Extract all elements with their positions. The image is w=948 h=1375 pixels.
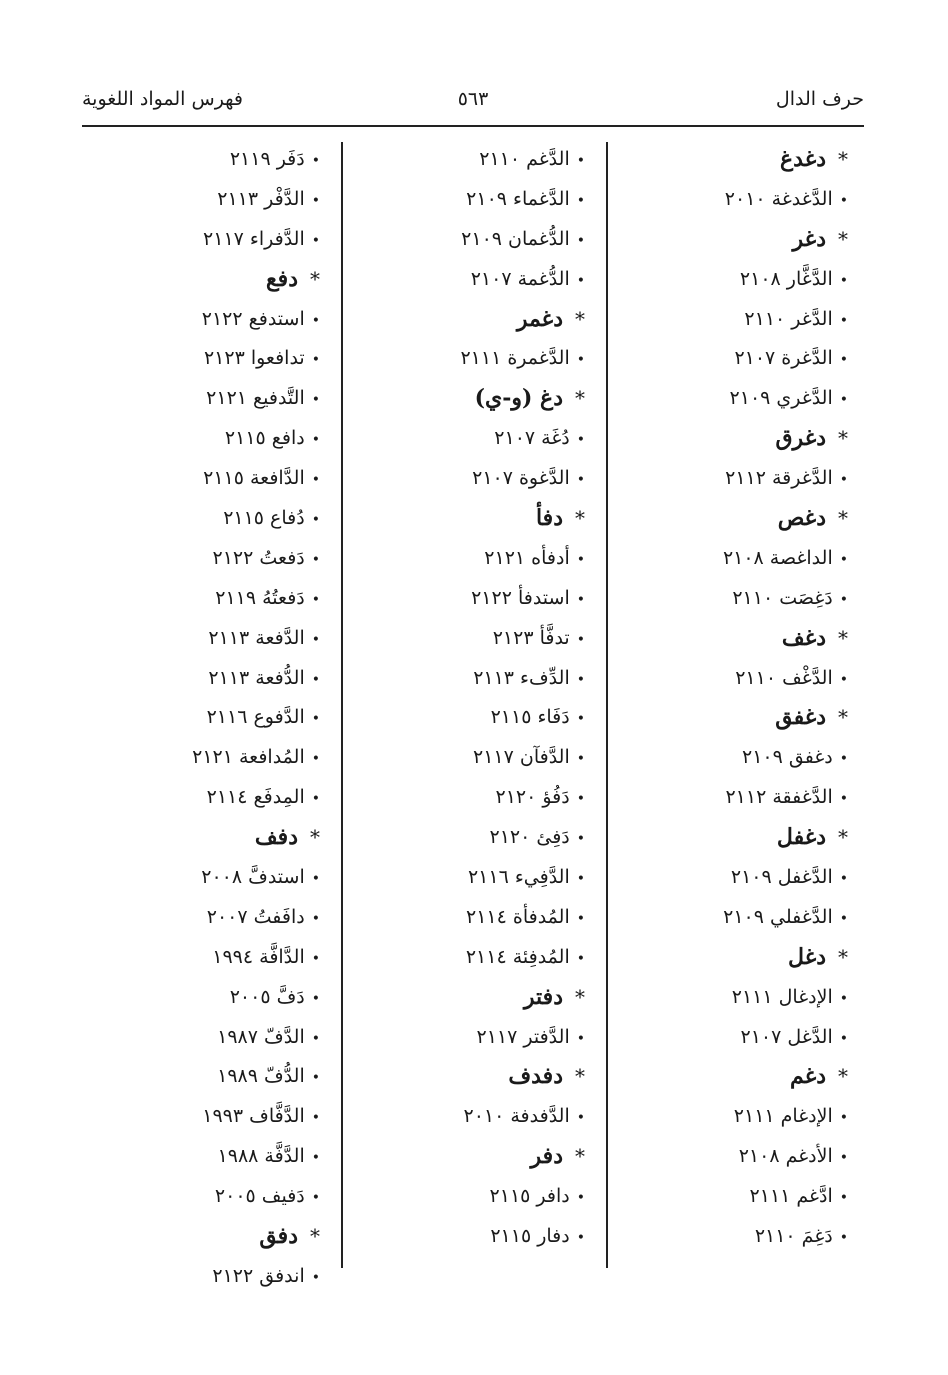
- index-column-middle: [460, 140, 585, 1257]
- index-entry: [723, 339, 848, 379]
- root-heading: [192, 1217, 320, 1257]
- bullet-icon: •: [311, 153, 320, 169]
- bullet-icon: •: [839, 272, 848, 289]
- asterisk-icon: *: [575, 1064, 585, 1089]
- bullet-icon: •: [839, 192, 848, 209]
- root-text: دغف: [781, 624, 826, 651]
- index-entry: [192, 738, 320, 778]
- root-text: دفدف: [508, 1063, 563, 1090]
- page-header: [82, 88, 864, 122]
- root-heading: [723, 619, 848, 659]
- entry-text: ادَّغم ٢١١١: [749, 1185, 833, 1208]
- bullet-icon: •: [576, 272, 585, 289]
- root-text: دغ (و-ي): [474, 385, 563, 412]
- index-entry: [192, 459, 320, 499]
- index-entry: [460, 938, 585, 978]
- asterisk-icon: *: [575, 1144, 585, 1169]
- bullet-icon: •: [839, 791, 848, 808]
- index-entry: [460, 1217, 585, 1257]
- entry-text: دافع ٢١١٥: [224, 427, 305, 450]
- entry-text: الدَّغري ٢١٠٩: [729, 387, 833, 410]
- root-heading: [460, 1137, 585, 1177]
- entry-text: دافَفتُ ٢٠٠٧: [206, 905, 305, 928]
- running-head-chapter: حرف الدال: [775, 88, 864, 110]
- bullet-icon: •: [576, 352, 585, 369]
- asterisk-icon: *: [838, 426, 848, 451]
- bullet-icon: •: [839, 671, 848, 688]
- entry-text: الأدغم ٢١٠٨: [738, 1145, 833, 1168]
- bullet-icon: •: [839, 352, 848, 369]
- index-entry: [460, 738, 585, 778]
- bullet-icon: •: [576, 631, 585, 648]
- bullet-icon: •: [311, 950, 320, 967]
- root-heading: [460, 499, 585, 539]
- index-entry: [460, 1097, 585, 1137]
- entry-text: الدَّغماء ٢١٠٩: [466, 187, 570, 210]
- column-divider-right: [606, 142, 608, 1268]
- asterisk-icon: *: [838, 1064, 848, 1089]
- bullet-icon: •: [576, 831, 585, 848]
- index-entry: [723, 539, 848, 579]
- bullet-icon: •: [311, 432, 320, 449]
- bullet-icon: •: [311, 1269, 320, 1286]
- entry-text: الدِّفء ٢١١٣: [473, 666, 570, 689]
- asterisk-icon: *: [310, 825, 320, 850]
- index-entry: [460, 698, 585, 738]
- index-entry: [723, 180, 848, 220]
- index-entry: [192, 300, 320, 340]
- bullet-icon: •: [576, 950, 585, 967]
- index-entry: [460, 419, 585, 459]
- bullet-icon: •: [311, 312, 320, 329]
- index-entry: [460, 459, 585, 499]
- entry-text: دَغِصَت ٢١١٠: [732, 586, 833, 609]
- bullet-icon: •: [839, 312, 848, 329]
- entry-text: التَّدفيع ٢١٢١: [206, 387, 305, 410]
- entry-text: الدَّفتر ٢١١٧: [476, 1025, 570, 1048]
- bullet-icon: •: [311, 352, 320, 369]
- root-heading: [723, 1057, 848, 1097]
- bullet-icon: •: [839, 1110, 848, 1127]
- header-rule: [82, 125, 864, 127]
- entry-text: الدَّغرقة ٢١١٢: [725, 467, 833, 490]
- entry-text: الدَّغفقة ٢١١٢: [725, 786, 833, 809]
- root-text: دفع: [265, 265, 298, 292]
- index-entry: [460, 858, 585, 898]
- root-text: دغمر: [516, 305, 563, 332]
- index-entry: [460, 220, 585, 260]
- asterisk-icon: *: [838, 705, 848, 730]
- index-entry: [723, 459, 848, 499]
- asterisk-icon: *: [310, 266, 320, 291]
- entry-text: الدَّافَّة ١٩٩٤: [212, 945, 305, 968]
- index-entry: [192, 499, 320, 539]
- bullet-icon: •: [839, 551, 848, 568]
- entry-text: المِدفَع ٢١١٤: [206, 786, 305, 809]
- root-text: دغص: [777, 505, 826, 532]
- entry-text: الدَّفعة ٢١١٣: [208, 626, 305, 649]
- bullet-icon: •: [311, 472, 320, 489]
- entry-text: الدَّفّ ١٩٨٧: [217, 1025, 305, 1048]
- index-entry: [192, 858, 320, 898]
- entry-text: دَفعتُ ٢١٢٢: [212, 546, 305, 569]
- asterisk-icon: *: [838, 506, 848, 531]
- index-entry: [192, 978, 320, 1018]
- root-heading: [723, 818, 848, 858]
- entry-text: الدَّغرة ٢١٠٧: [734, 347, 833, 370]
- entry-text: دَفَاء ٢١١٥: [490, 706, 570, 729]
- entry-text: الدَّغفل ٢١٠٩: [730, 866, 833, 889]
- root-heading: [723, 140, 848, 180]
- root-text: دفف: [254, 824, 298, 851]
- entry-text: الدَّغفلي ٢١٠٩: [723, 905, 833, 928]
- asterisk-icon: *: [838, 147, 848, 171]
- running-head-title: فهرس المواد اللغوية: [82, 88, 244, 110]
- bullet-icon: •: [576, 432, 585, 449]
- bullet-icon: •: [576, 1030, 585, 1047]
- bullet-icon: •: [839, 392, 848, 409]
- entry-text: دَفِئ ٢١٢٠: [489, 826, 570, 849]
- root-text: دفق: [259, 1223, 298, 1250]
- index-entry: [460, 778, 585, 818]
- entry-text: الدُّفّ ١٩٨٩: [217, 1065, 305, 1088]
- root-heading: [460, 978, 585, 1018]
- bullet-icon: •: [311, 232, 320, 249]
- index-entry: [723, 1217, 848, 1257]
- bullet-icon: •: [311, 871, 320, 888]
- entry-text: الدَّغَّار ٢١٠٨: [739, 267, 833, 290]
- root-heading: [723, 698, 848, 738]
- index-entry: [192, 619, 320, 659]
- entry-text: دغفق ٢١٠٩: [742, 746, 833, 769]
- index-entry: [192, 220, 320, 260]
- index-entry: [460, 659, 585, 699]
- index-entry: [192, 379, 320, 419]
- root-text: دغفق: [775, 704, 826, 731]
- bullet-icon: •: [839, 871, 848, 888]
- bullet-icon: •: [839, 1030, 848, 1047]
- index-entry: [460, 339, 585, 379]
- bullet-icon: •: [839, 1150, 848, 1167]
- index-entry: [723, 778, 848, 818]
- bullet-icon: •: [839, 990, 848, 1007]
- root-heading: [460, 1057, 585, 1097]
- root-heading: [460, 379, 585, 419]
- index-entry: [460, 579, 585, 619]
- index-column-left: [192, 140, 320, 1297]
- entry-text: دُغَة ٢١٠٧: [494, 427, 570, 450]
- asterisk-icon: *: [838, 944, 848, 969]
- bullet-icon: •: [576, 192, 585, 209]
- bullet-icon: •: [311, 512, 320, 529]
- index-entry: [723, 978, 848, 1018]
- bullet-icon: •: [839, 751, 848, 768]
- entry-text: دافر ٢١١٥: [489, 1185, 570, 1208]
- index-entry: [192, 1257, 320, 1297]
- bullet-icon: •: [311, 591, 320, 608]
- bullet-icon: •: [311, 1070, 320, 1087]
- index-entry: [460, 180, 585, 220]
- bullet-icon: •: [311, 910, 320, 927]
- entry-text: الداغصة ٢١٠٨: [722, 546, 833, 569]
- entry-text: الدَّفْر ٢١١٣: [217, 187, 305, 210]
- entry-text: دَفيف ٢٠٠٥: [214, 1185, 305, 1208]
- root-heading: [192, 260, 320, 300]
- entry-text: الإدغال ٢١١١: [731, 985, 833, 1008]
- index-entry: [723, 898, 848, 938]
- bullet-icon: •: [576, 871, 585, 888]
- entry-text: استدفع ٢١٢٢: [201, 307, 305, 330]
- index-entry: [723, 738, 848, 778]
- entry-text: الدَّغمرة ٢١١١: [460, 347, 570, 370]
- bullet-icon: •: [576, 751, 585, 768]
- root-text: دغم: [790, 1063, 826, 1090]
- asterisk-icon: *: [575, 506, 585, 531]
- bullet-icon: •: [311, 671, 320, 688]
- page-number: ٥٦٣: [457, 88, 489, 110]
- entry-text: تدافعوا ٢١٢٣: [203, 347, 305, 370]
- index-entry: [192, 898, 320, 938]
- entry-text: الدَّفَّة ١٩٨٨: [217, 1145, 305, 1168]
- bullet-icon: •: [311, 392, 320, 409]
- index-entry: [192, 659, 320, 699]
- entry-text: الدَّغدغة ٢٠١٠: [724, 187, 833, 210]
- bullet-icon: •: [311, 631, 320, 648]
- index-entry: [192, 938, 320, 978]
- root-text: دفر: [530, 1143, 563, 1170]
- entry-text: الدَّغْف ٢١١٠: [735, 666, 833, 689]
- index-entry: [460, 1177, 585, 1217]
- root-text: دغدغ: [780, 146, 826, 172]
- entry-text: دَفعتُهُ ٢١١٩: [215, 586, 305, 609]
- index-entry: [723, 659, 848, 699]
- root-text: دغرق: [775, 425, 826, 452]
- entry-text: الدَّغوة ٢١٠٧: [472, 467, 570, 490]
- index-entry: [460, 1018, 585, 1058]
- entry-text: الدَّغر ٢١١٠: [744, 307, 833, 330]
- entry-text: أدفأه ٢١٢١: [484, 546, 570, 569]
- root-text: دفتر: [523, 983, 563, 1010]
- root-heading: [723, 220, 848, 260]
- bullet-icon: •: [839, 472, 848, 489]
- entry-text: دفار ٢١١٥: [490, 1225, 570, 1248]
- bullet-icon: •: [576, 232, 585, 249]
- index-entry: [192, 698, 320, 738]
- entry-text: الدَّغم ٢١١٠: [479, 148, 570, 170]
- bullet-icon: •: [576, 1190, 585, 1207]
- index-entry: [723, 260, 848, 300]
- entry-text: دَفَر ٢١١٩: [229, 148, 305, 170]
- asterisk-icon: *: [575, 306, 585, 331]
- bullet-icon: •: [311, 1190, 320, 1207]
- bullet-icon: •: [311, 1030, 320, 1047]
- entry-text: الدَّفراء ٢١١٧: [203, 227, 305, 250]
- asterisk-icon: *: [838, 226, 848, 251]
- index-entry: [192, 1177, 320, 1217]
- index-entry: [723, 1018, 848, 1058]
- entry-text: اندفق ٢١٢٢: [212, 1264, 305, 1287]
- asterisk-icon: *: [838, 825, 848, 850]
- bullet-icon: •: [576, 1110, 585, 1127]
- entry-text: الدُّفعة ٢١١٣: [208, 666, 305, 689]
- entry-text: الدَّفدفة ٢٠١٠: [463, 1105, 570, 1128]
- bullet-icon: •: [576, 472, 585, 489]
- index-entry: [460, 260, 585, 300]
- bullet-icon: •: [311, 1150, 320, 1167]
- index-entry: [723, 579, 848, 619]
- column-divider-left: [341, 142, 343, 1268]
- index-entry: [192, 1057, 320, 1097]
- entry-text: دَفُؤ ٢١٢٠: [495, 786, 570, 809]
- entry-text: الدُّغمان ٢١٠٩: [461, 227, 570, 250]
- entry-text: الدَّغل ٢١٠٧: [740, 1025, 833, 1048]
- bullet-icon: •: [839, 1190, 848, 1207]
- root-text: دغفل: [776, 824, 826, 851]
- index-entry: [460, 140, 585, 180]
- entry-text: الدُّغمة ٢١٠٧: [470, 267, 570, 290]
- asterisk-icon: *: [575, 984, 585, 1009]
- root-heading: [723, 938, 848, 978]
- root-heading: [723, 419, 848, 459]
- bullet-icon: •: [311, 551, 320, 568]
- asterisk-icon: *: [838, 625, 848, 650]
- root-text: دفأ: [535, 505, 563, 532]
- asterisk-icon: *: [310, 1224, 320, 1249]
- entry-text: الدَّفآن ٢١١٧: [473, 746, 570, 769]
- root-heading: [723, 499, 848, 539]
- asterisk-icon: *: [575, 386, 585, 411]
- index-entry: [723, 858, 848, 898]
- entry-text: دُفاع ٢١١٥: [223, 507, 305, 530]
- index-entry: [192, 1097, 320, 1137]
- root-heading: [192, 818, 320, 858]
- index-entry: [723, 1177, 848, 1217]
- entry-text: استدفأ ٢١٢٢: [471, 586, 570, 609]
- index-entry: [460, 818, 585, 858]
- root-text: دغل: [788, 943, 826, 970]
- index-entry: [192, 1018, 320, 1058]
- index-entry: [192, 1137, 320, 1177]
- entry-text: الإدغام ٢١١١: [733, 1105, 833, 1128]
- entry-text: المُدافعة ٢١٢١: [192, 746, 305, 769]
- entry-text: الدَّافعة ٢١١٥: [203, 467, 305, 490]
- bullet-icon: •: [311, 711, 320, 728]
- entry-text: تدفَّأ ٢١٢٣: [492, 626, 570, 649]
- index-entry: [192, 140, 320, 180]
- index-entry: [192, 419, 320, 459]
- index-entry: [460, 619, 585, 659]
- index-entry: [723, 379, 848, 419]
- bullet-icon: •: [576, 910, 585, 927]
- root-text: دغر: [792, 225, 826, 252]
- bullet-icon: •: [311, 990, 320, 1007]
- entry-text: الدَّفَّاف ١٩٩٣: [202, 1105, 305, 1128]
- bullet-icon: •: [839, 1230, 848, 1247]
- bullet-icon: •: [576, 671, 585, 688]
- index-entry: [192, 539, 320, 579]
- index-entry: [723, 1097, 848, 1137]
- index-entry: [723, 300, 848, 340]
- entry-text: المُدفِئة ٢١١٤: [465, 945, 570, 968]
- bullet-icon: •: [311, 1110, 320, 1127]
- bullet-icon: •: [311, 791, 320, 808]
- bullet-icon: •: [576, 711, 585, 728]
- bullet-icon: •: [576, 791, 585, 808]
- bullet-icon: •: [576, 1230, 585, 1247]
- index-entry: [192, 579, 320, 619]
- bullet-icon: •: [576, 551, 585, 568]
- bullet-icon: •: [576, 153, 585, 169]
- entry-text: استدفَّ ٢٠٠٨: [201, 866, 305, 889]
- index-entry: [192, 778, 320, 818]
- root-heading: [460, 300, 585, 340]
- entry-text: الدَّفوع ٢١١٦: [206, 706, 305, 729]
- bullet-icon: •: [839, 910, 848, 927]
- entry-text: دَغِمَ ٢١١٠: [754, 1225, 833, 1248]
- bullet-icon: •: [576, 591, 585, 608]
- index-column-right: [723, 140, 848, 1257]
- index-entry: [460, 898, 585, 938]
- index-entry: [460, 539, 585, 579]
- bullet-icon: •: [839, 591, 848, 608]
- bullet-icon: •: [311, 751, 320, 768]
- entry-text: الدَّفِيء ٢١١٦: [467, 866, 570, 889]
- index-entry: [192, 339, 320, 379]
- entry-text: دَفَّ ٢٠٠٥: [229, 985, 305, 1008]
- bullet-icon: •: [311, 192, 320, 209]
- entry-text: المُدفأة ٢١١٤: [466, 905, 570, 928]
- index-entry: [192, 180, 320, 220]
- index-entry: [723, 1137, 848, 1177]
